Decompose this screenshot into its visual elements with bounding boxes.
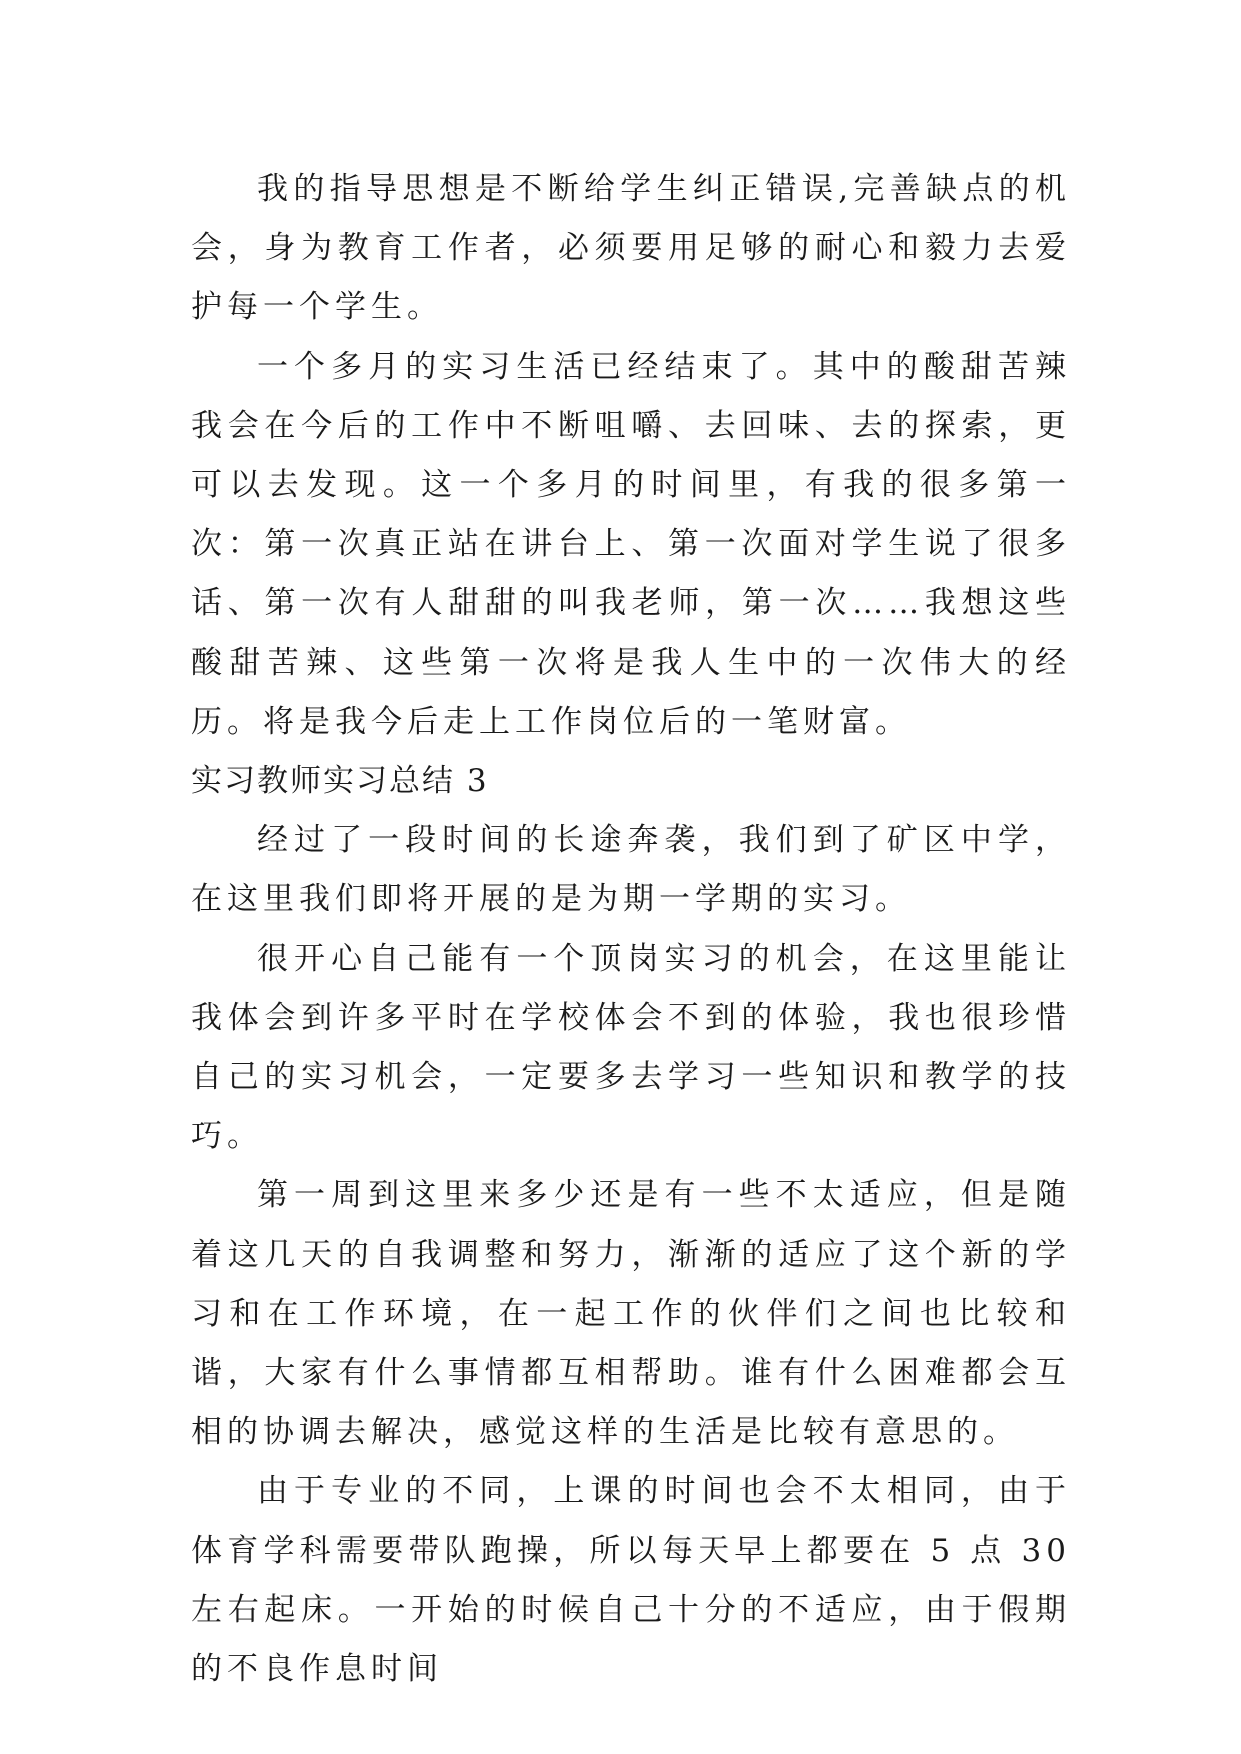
paragraph: 经过了一段时间的长途奔袭，我们到了矿区中学，在这里我们即将开展的是为期一学期的实习。 [191,822,1071,918]
paragraph: 很开心自己能有一个顶岗实习的机会，在这里能让我体会到许多平时在学校体会不到的体验，我也很珍惜自己的实习机会，一定要多去学习一些知识和教学的技巧。 [191,940,1071,1155]
paragraph: 由于专业的不同，上课的时间也会不太相同，由于体育学科需要带队跑操，所以每天早上都要在 5 点 30 左右起床。一开始的时候自己十分的不适应，由于假期的不良作息时间 [191,1473,1071,1688]
paragraph: 我的指导思想是不断给学生纠正错误,完善缺点的机会，身为教育工作者，必须要用足够的耐心和毅力去爱护每一个学生。 [191,171,1071,326]
document-body [191,160,1071,1699]
paragraph: 第一周到这里来多少还是有一些不太适应，但是随着这几天的自我调整和努力，渐渐的适应了这个新的学习和在工作环境，在一起工作的伙伴们之间也比较和谐，大家有什么事情都互相帮助。谁有什么困难都会互相的协调去解决，感觉这样的生活是比较有意思的。 [191,1177,1071,1451]
section-heading: 实习教师实习总结 3 [191,763,489,800]
paragraph: 一个多月的实习生活已经结束了。其中的酸甜苦辣我会在今后的工作中不断咀嚼、去回味、去的探索，更可以去发现。这一个多月的时间里，有我的很多第一次：第一次真正站在讲台上、第一次面对学生说了很多话、第一次有人甜甜的叫我老师，第一次……我想这些酸甜苦辣、这些第一次将是我人生中的一次伟大的经历。将是我今后走上工作岗位后的一笔财富。 [191,348,1071,740]
